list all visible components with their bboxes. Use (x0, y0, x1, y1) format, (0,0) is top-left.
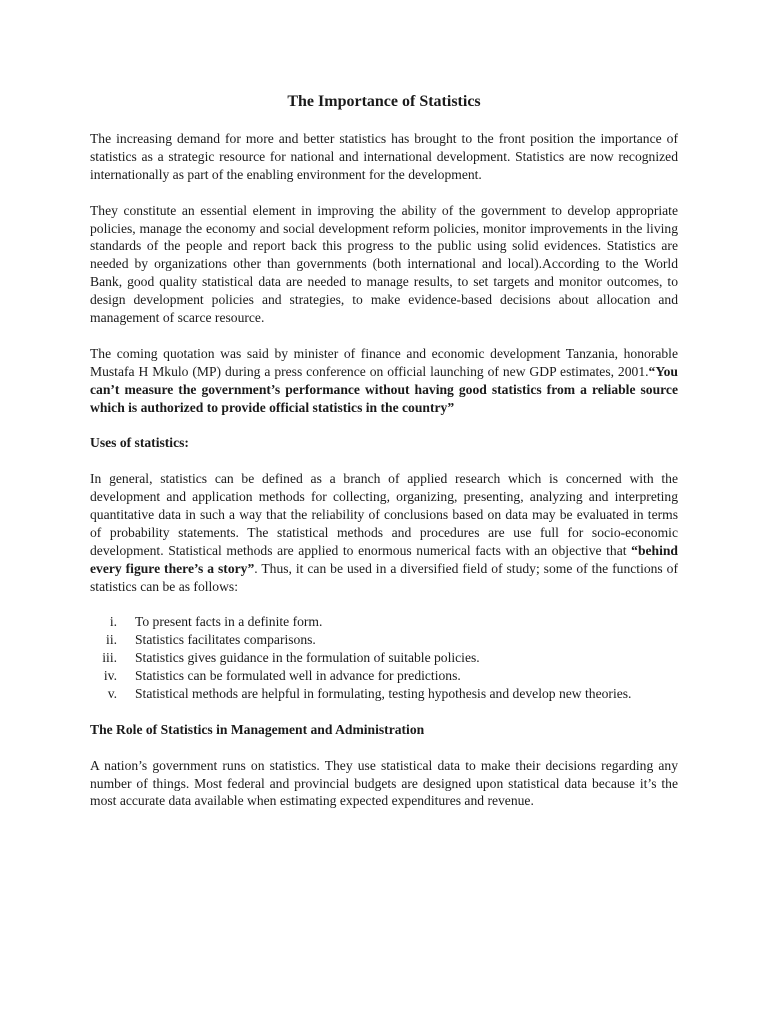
list-item-number: ii. (106, 632, 117, 648)
list-item-text: To present facts in a definite form. (135, 614, 323, 630)
heading-role-of-statistics: The Role of Statistics in Management and Administration (90, 721, 425, 737)
quotation-intro: The coming quotation was said by minister of finance and economic development Tanzania, honorable Mustafa H Mkulo (MP) during a press conference on official launching of new GDP estimates, 2001. (90, 345, 678, 379)
definition-bold-quote: “behind every figure there’s a story” (90, 542, 678, 576)
list-item-number: i. (109, 614, 117, 630)
list-item (90, 667, 678, 685)
list-item (90, 613, 678, 631)
list-item-number: iii. (102, 650, 117, 666)
list-item-text: Statistical methods are helpful in formulating, testing hypothesis and develop new theories. (135, 686, 632, 702)
list-item (90, 685, 678, 703)
paragraph-quotation (90, 345, 678, 417)
list-item (90, 649, 678, 667)
paragraph-nation-government: A nation’s government runs on statistics. They use statistical data to make their decisions regarding any number of things. Most federal and provincial budgets are designed upon statistical data because it’s the most accurate data available when estimating expected expenditures and revenue. (90, 757, 678, 809)
list-item-number: iv. (103, 668, 117, 684)
definition-text-b: . Thus, it can be used in a diversified field of study; some of the functions of statistics can be as follows: (90, 560, 678, 594)
heading-uses-of-statistics: Uses of statistics: (90, 435, 189, 451)
list-item (90, 631, 678, 649)
definition-text-a: In general, statistics can be defined as a branch of applied research which is concerned with the development and application methods for collecting, organizing, presenting, analyzing and interpreting quantitative data in such a way that the reliability of conclusions based on data may be evaluated in terms of probability statements. The statistical methods and procedures are use full for socio-economic development. Statistical methods are applied to enormous numerical facts with an objective that (90, 471, 678, 558)
paragraph-government: They constitute an essential element in improving the ability of the government to develop appropriate policies, manage the economy and social development reform policies, monitor improvements in the living standards of the people and report back this progress to the public using solid evidences. Statistics are needed by organizations other than governments (both international and local).According to the World Bank, good quality statistical data are needed to manage results, to set targets and monitor outcomes, to design development policies and strategies, to make evidence-based decisions about allocation and management of scarce resource. (90, 202, 678, 326)
list-item-number: v. (107, 686, 117, 702)
paragraph-definition (90, 470, 678, 595)
document-title: The Importance of Statistics (287, 93, 481, 110)
list-item-text: Statistics gives guidance in the formulation of suitable policies. (135, 650, 480, 666)
list-item-text: Statistics can be formulated well in advance for predictions. (135, 668, 461, 684)
quotation-text: “You can’t measure the government’s performance without having good statistics from a reliable source which is authorized to provide official statistics in the country” (90, 363, 678, 415)
list-item-text: Statistics facilitates comparisons. (135, 632, 316, 648)
paragraph-intro: The increasing demand for more and better statistics has brought to the front position the importance of statistics as a strategic resource for national and international development. Statistics are now recognized internationally as part of the enabling environment for the development. (90, 131, 678, 182)
document-page (90, 92, 678, 828)
functions-list (90, 613, 678, 703)
